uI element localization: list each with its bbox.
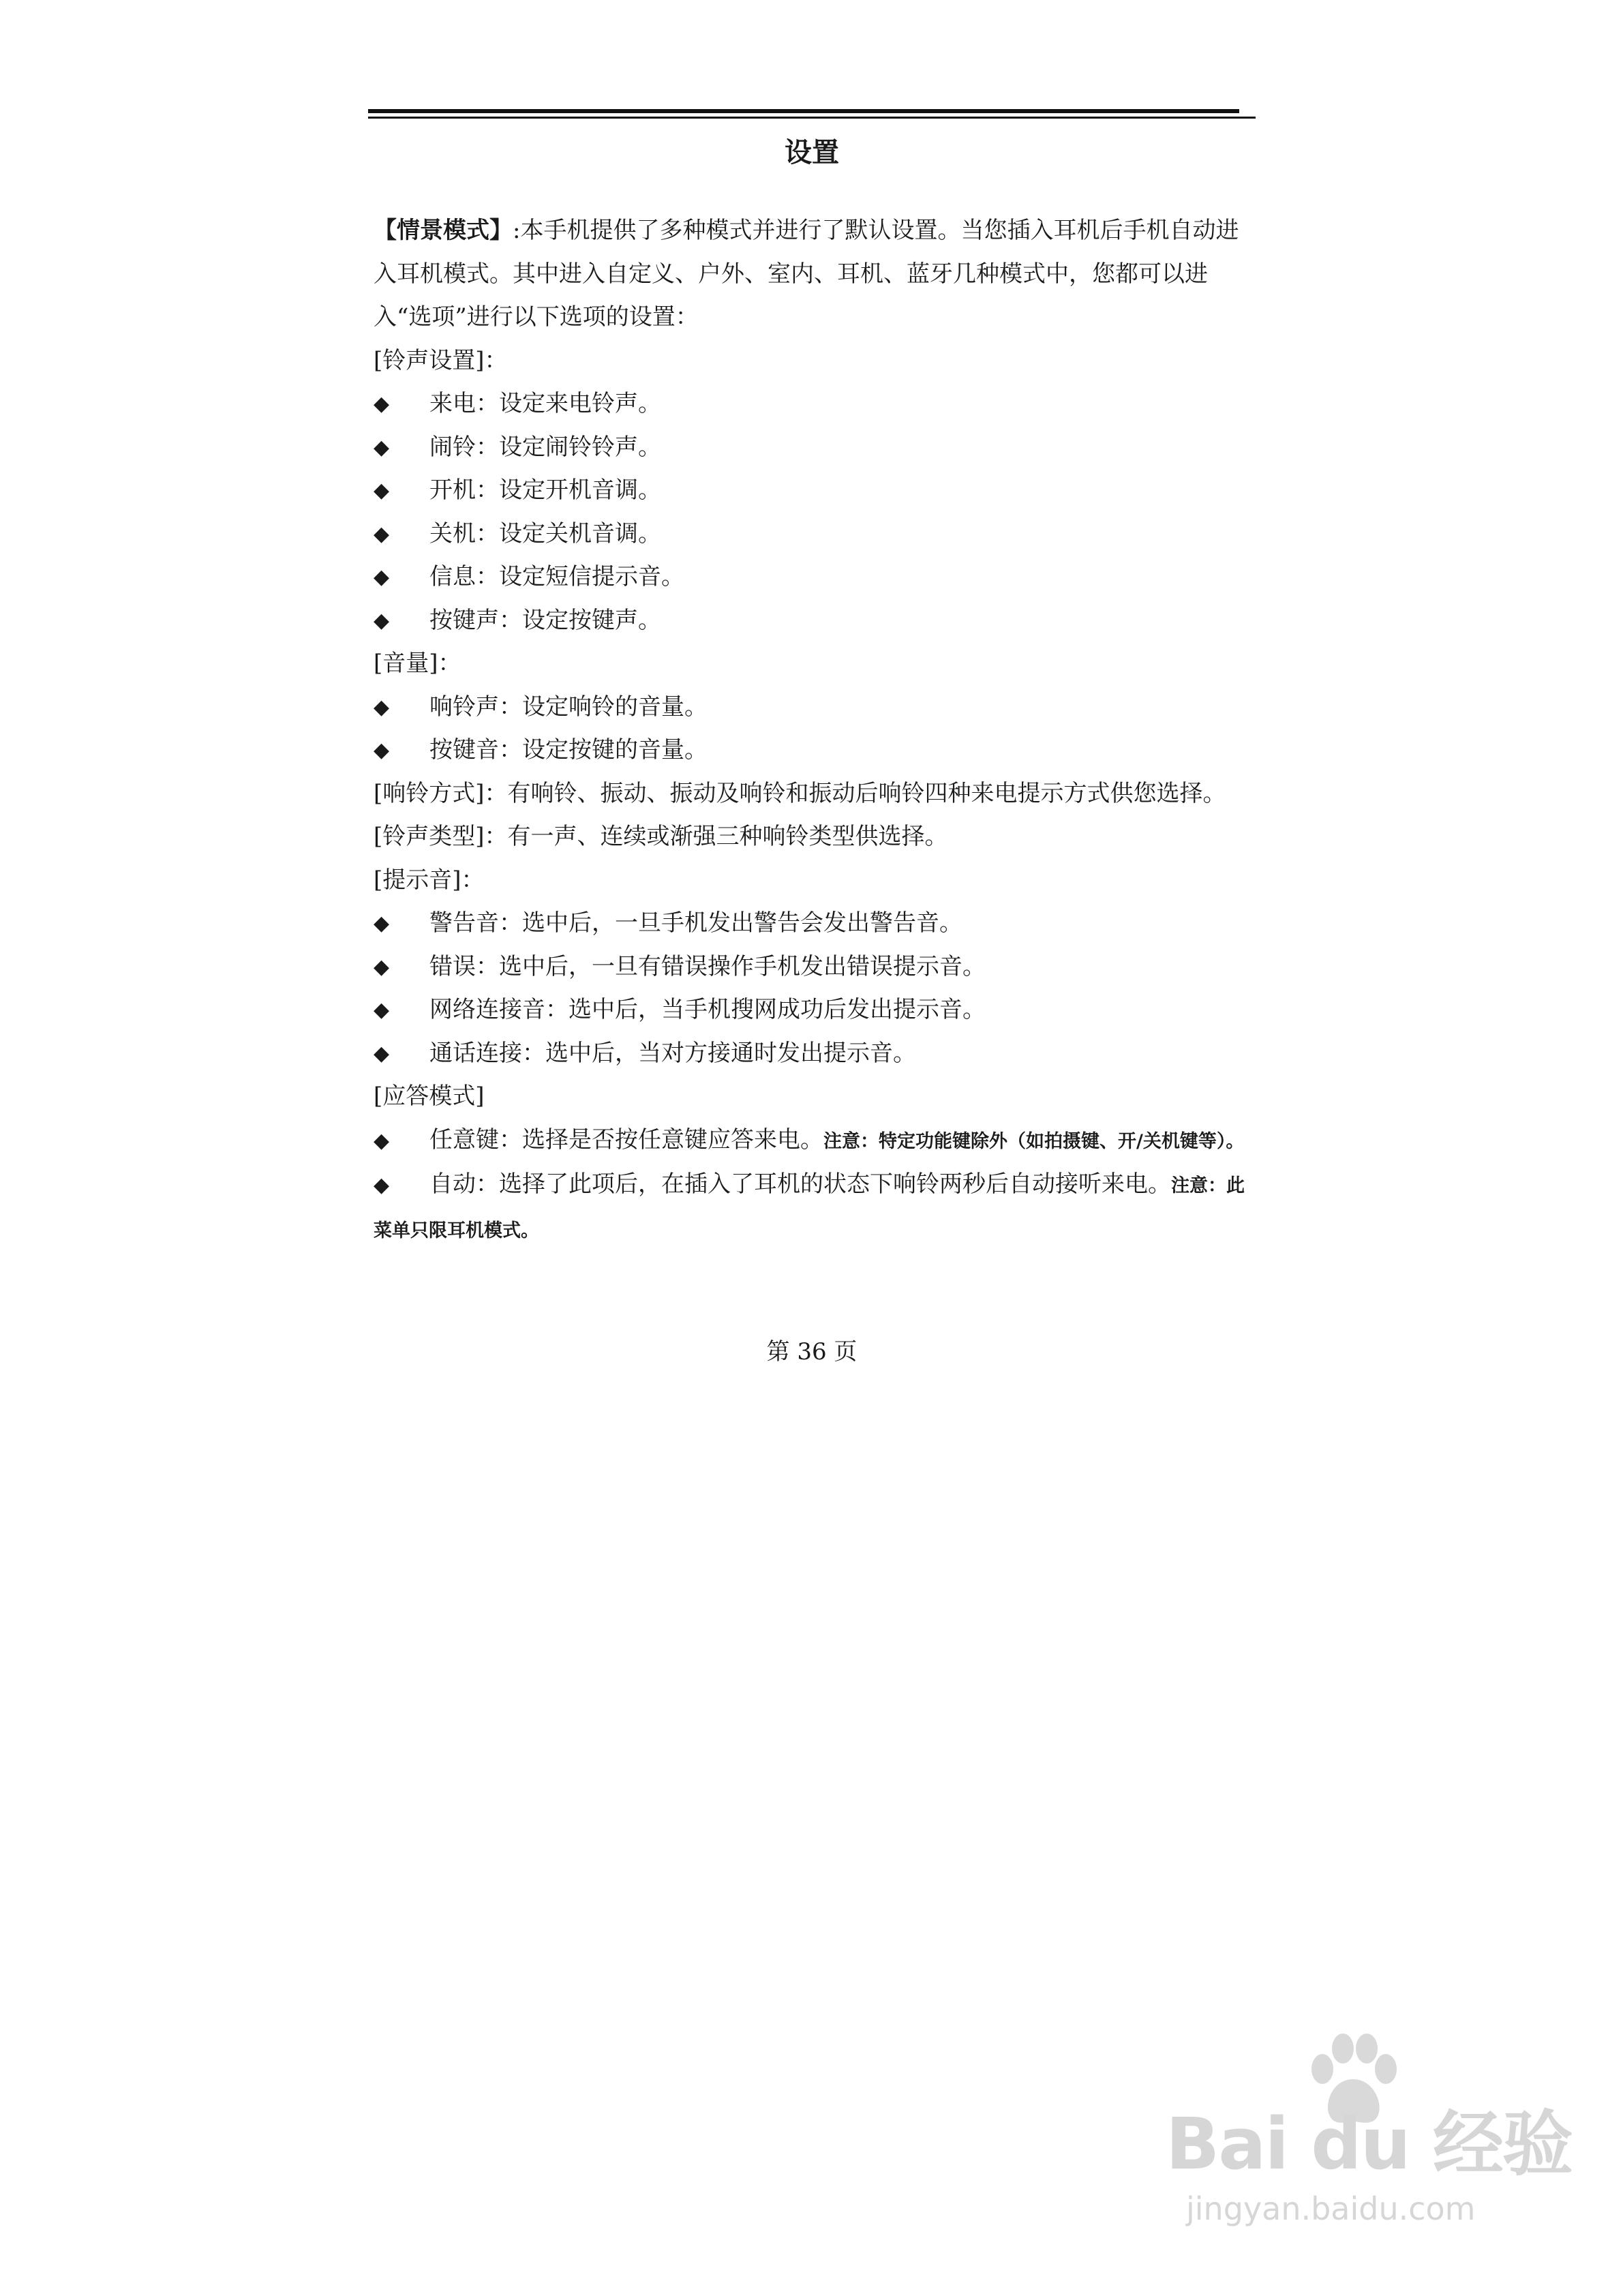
diamond-bullet-icon: ◆ [374, 435, 390, 459]
list-item-text: 错误：选中后，一旦有错误操作手机发出错误提示音。 [429, 952, 986, 980]
header-rule-thick [368, 109, 1239, 113]
page-number: 第 36 页 [766, 1338, 858, 1365]
watermark-url: jingyan.baidu.com [1186, 2190, 1476, 2227]
list-item [374, 469, 1253, 513]
list-item [374, 599, 1253, 643]
section-heading-answer-mode: [应答模式] [374, 1083, 485, 1110]
section-heading-ringtone: [铃声设置]： [374, 346, 508, 374]
list-item-auto [374, 1163, 1253, 1252]
diamond-bullet-icon: ◆ [374, 608, 390, 633]
list-item-any-key [374, 1119, 1253, 1164]
diamond-bullet-icon: ◆ [374, 1128, 390, 1153]
baidu-jingyan-watermark [1166, 2031, 1572, 2236]
list-item [374, 513, 1253, 556]
list-item [374, 946, 1253, 989]
diamond-bullet-icon: ◆ [374, 522, 390, 546]
section-ring-mode: [响铃方式]：有响铃、振动、振动及响铃和振动后响铃四种来电提示方式供您选择。 [374, 779, 1226, 807]
diamond-bullet-icon: ◆ [374, 1041, 390, 1066]
list-item-text: 通话连接：选中后，当对方接通时发出提示音。 [429, 1039, 916, 1067]
diamond-bullet-icon: ◆ [374, 998, 390, 1022]
list-item [374, 1032, 1253, 1076]
diamond-bullet-icon: ◆ [374, 911, 390, 935]
list-item-text: 网络连接音：选中后，当手机搜网成功后发出提示音。 [429, 996, 986, 1023]
section-heading-alert-tone: [提示音]： [374, 866, 485, 894]
list-item-text: 来电：设定来电铃声。 [429, 390, 661, 417]
auto-text: 自动：选择了此项后，在插入了耳机的状态下响铃两秒后自动接听来电。 [429, 1170, 1171, 1198]
diamond-bullet-icon: ◆ [374, 565, 390, 589]
any-key-text: 任意键：选择是否按任意键应答来电。 [429, 1126, 823, 1153]
section-ring-type: [铃声类型]：有一声、连续或渐强三种响铃类型供选择。 [374, 823, 948, 850]
list-item [374, 729, 1253, 772]
diamond-bullet-icon: ◆ [374, 392, 390, 416]
list-item-text: 关机：设定关机音调。 [429, 519, 661, 547]
intro-paragraph [374, 209, 1253, 339]
section-heading-volume: [音量]： [374, 650, 461, 677]
list-item [374, 556, 1253, 599]
diamond-bullet-icon: ◆ [374, 738, 390, 762]
list-item-text: 闹铃：设定闹铃铃声。 [429, 433, 661, 461]
auto-note: 注意：此菜单只限耳机模式。 [374, 1175, 1245, 1241]
diamond-bullet-icon: ◆ [374, 479, 390, 502]
list-item-text: 信息：设定短信提示音。 [429, 563, 684, 590]
diamond-bullet-icon: ◆ [374, 695, 390, 719]
diamond-bullet-icon: ◆ [374, 954, 390, 979]
intro-text: :本手机提供了多种模式并进行了默认设置。当您插入耳机后手机自动进入耳机模式。其中进入自定义、户外、室内、耳机、蓝牙几种模式中，您都可以进入“选项”进行以下选项的设置： [374, 217, 1239, 331]
header-rule-thin [368, 117, 1256, 119]
list-item [374, 426, 1253, 470]
list-item-text: 警告音：选中后，一旦手机发出警告会发出警告音。 [429, 909, 962, 937]
list-item-text: 开机：设定开机音调。 [429, 477, 661, 504]
document-body [374, 209, 1253, 1252]
list-item [374, 382, 1253, 426]
intro-label: 【情景模式】 [374, 217, 513, 244]
list-item [374, 686, 1253, 729]
list-item [374, 988, 1253, 1032]
list-item-text: 按键音：设定按键的音量。 [429, 736, 708, 764]
list-item-text: 按键声：设定按键声。 [429, 606, 661, 634]
any-key-note: 注意：特定功能键除外（如拍摄键、开/关机键等）。 [823, 1130, 1245, 1152]
page-title: 设置 [785, 136, 839, 168]
diamond-bullet-icon: ◆ [374, 1173, 390, 1197]
list-item [374, 902, 1253, 946]
watermark-logo-text: Bai du 经验 [1166, 2102, 1572, 2186]
list-item-text: 响铃声：设定响铃的音量。 [429, 693, 708, 721]
